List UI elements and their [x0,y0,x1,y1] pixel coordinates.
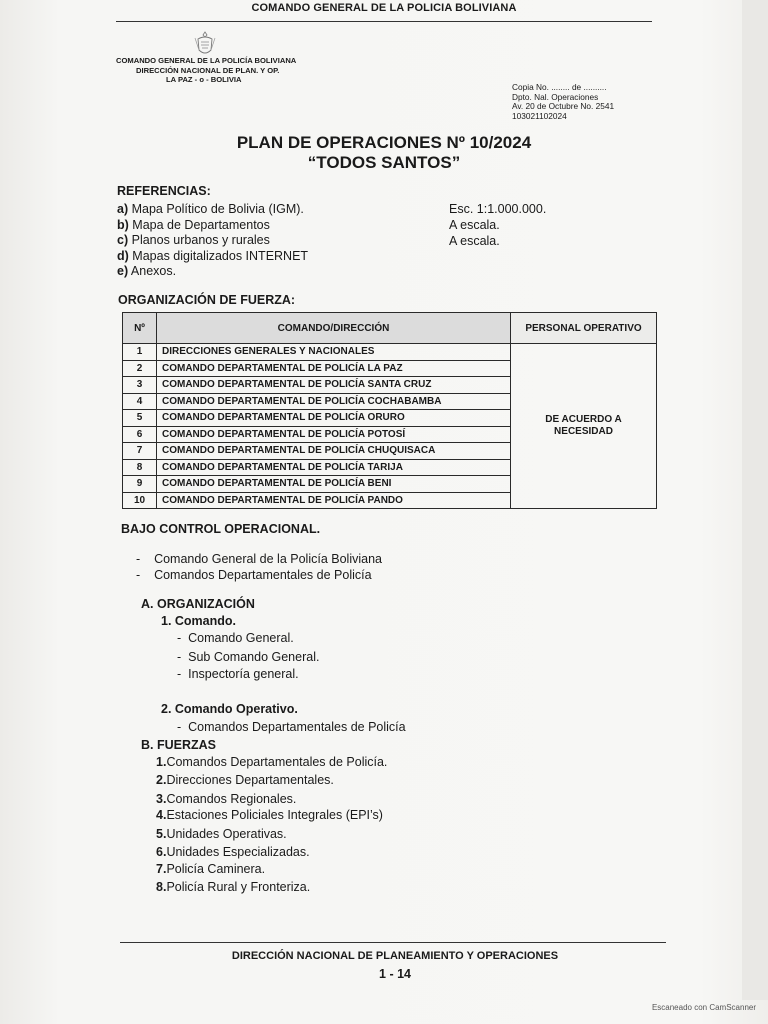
reference-item: d) Mapas digitalizados INTERNET [117,248,309,263]
row-number: 10 [123,492,157,509]
row-command: COMANDO DEPARTAMENTAL DE POLICÍA COCHABAMBA [157,393,511,410]
list-item: 2.Direcciones Departamentales. [156,773,334,787]
row-command: DIRECCIONES GENERALES Y NACIONALES [157,344,511,361]
reference-item: a) Mapa Político de Bolivia (IGM). [117,202,304,216]
header-rule [116,21,652,22]
operational-control-heading: BAJO CONTROL OPERACIONAL. [121,522,321,536]
footer-text: DIRECCIÓN NACIONAL DE PLANEAMIENTO Y OPERACIONES [231,950,559,962]
list-item: - Comandos Departamentales de Policía [136,568,372,582]
row-number: 9 [123,476,157,493]
force-organization-table [122,312,657,509]
institution-line: DIRECCIÓN NACIONAL DE PLAN. Y OP. [136,65,280,75]
list-item: 8.Policía Rural y Fronteriza. [156,880,311,894]
row-command: COMANDO DEPARTAMENTAL DE POLICÍA SANTA CRUZ [157,377,511,394]
list-item: - Comandos Departamentales de Policía [177,720,406,734]
running-header: COMANDO GENERAL DE LA POLICIA BOLIVIANA [251,2,517,14]
row-number: 7 [123,443,157,460]
list-item: 6.Unidades Especializadas. [156,845,310,859]
row-number: 6 [123,426,157,443]
document-subtitle: “TODOS SANTOS” [307,153,461,172]
institution-line: LA PAZ - o - BOLIVIA [166,75,242,84]
row-command: COMANDO DEPARTAMENTAL DE POLICÍA TARIJA [157,459,511,476]
row-number: 4 [123,393,157,410]
list-item: - Comando General de la Policía Boliviana [136,552,382,566]
police-emblem-icon [192,30,218,58]
column-header-command: COMANDO/DIRECCIÓN [157,313,511,344]
list-item: - Inspectoría general. [177,667,299,681]
document-title: PLAN DE OPERACIONES Nº 10/2024 [236,133,532,152]
row-number: 5 [123,410,157,427]
force-organization-heading: ORGANIZACIÓN DE FUERZA: [118,293,296,307]
row-command: COMANDO DEPARTAMENTAL DE POLICÍA PANDO [157,492,511,509]
reference-scale: A escala. [449,218,500,232]
copy-line: Av. 20 de Octubre No. 2541 [512,101,615,112]
reference-item: b) Mapa de Departamentos [117,217,270,232]
table-row [123,344,657,361]
reference-scales [449,201,546,249]
row-number: 1 [123,344,157,361]
table-header-row [123,313,657,344]
copy-line: Copia No. ........ de .......... [512,82,607,92]
copy-line: 103021102024 [512,110,567,121]
operative-command-subheading: 2. Comando Operativo. [161,702,298,716]
copy-block [512,83,614,121]
references-list [117,202,308,280]
forces-heading: B. FUERZAS [141,738,216,752]
row-command: COMANDO DEPARTAMENTAL DE POLICÍA ORURO [157,410,511,427]
reference-item: e) Anexos. [117,264,177,278]
list-item: - Comando General. [177,631,294,645]
column-header-personnel: PERSONAL OPERATIVO [511,313,657,344]
copy-line: Dpto. Nal. Operaciones [512,91,599,102]
list-item: - Sub Comando General. [177,650,320,664]
list-item: 7.Policía Caminera. [156,862,266,876]
list-item: 1.Comandos Departamentales de Policía. [156,755,388,769]
references-heading: REFERENCIAS: [117,184,211,198]
organization-heading: A. ORGANIZACIÓN [141,597,255,611]
institution-line: COMANDO GENERAL DE LA POLICÍA BOLIVIANA [116,56,297,65]
list-item: 4.Estaciones Policiales Integrales (EPI’s) [156,808,383,822]
personnel-cell: DE ACUERDO A NECESIDAD [511,344,657,509]
row-command: COMANDO DEPARTAMENTAL DE POLICÍA CHUQUISACA [157,443,511,460]
scanner-watermark: Escaneado con CamScanner [651,1003,756,1012]
row-number: 3 [123,377,157,394]
row-number: 2 [123,360,157,377]
footer-rule [120,942,666,943]
reference-item: c) Planos urbanos y rurales [117,233,270,247]
command-subheading: 1. Comando. [161,614,237,628]
list-item: 3.Comandos Regionales. [156,792,297,806]
row-command: COMANDO DEPARTAMENTAL DE POLICÍA LA PAZ [157,360,511,377]
row-command: COMANDO DEPARTAMENTAL DE POLICÍA BENI [157,476,511,493]
column-header-number: Nº [123,313,157,344]
institution-block [116,56,296,85]
row-number: 8 [123,459,157,476]
page-number: 1 - 14 [379,967,411,981]
reference-scale: A escala. [449,234,500,248]
row-command: COMANDO DEPARTAMENTAL DE POLICÍA POTOSÍ [157,426,511,443]
list-item: 5.Unidades Operativas. [156,827,287,841]
reference-scale: Esc. 1:1.000.000. [449,202,547,216]
